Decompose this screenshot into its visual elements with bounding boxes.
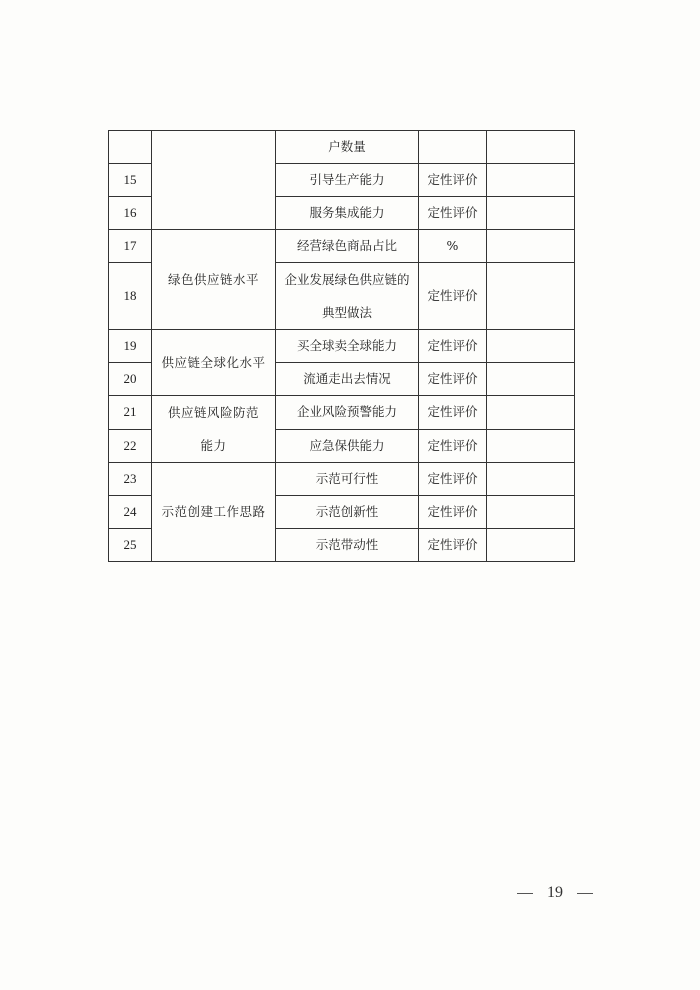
indicator-cell: 户数量: [276, 131, 419, 164]
value-cell: [487, 197, 575, 230]
group-demo-work-approach: 示范创建工作思路: [152, 463, 276, 562]
unit-cell: 定性评价: [419, 429, 487, 463]
value-cell: [487, 230, 575, 263]
unit-cell: 定性评价: [419, 396, 487, 430]
row-number: 17: [109, 230, 152, 263]
row-number: 24: [109, 496, 152, 529]
indicator-cell: 经营绿色商品占比: [276, 230, 419, 263]
indicator-cell: 示范创新性: [276, 496, 419, 529]
indicator-cell: 示范可行性: [276, 463, 419, 496]
row-number: 22: [109, 429, 152, 463]
value-cell: [487, 363, 575, 396]
indicator-line-2: 典型做法: [321, 305, 372, 320]
indicator-cell: 应急保供能力: [276, 429, 419, 463]
dash-right: [577, 893, 593, 894]
group-cell-continued: [152, 131, 276, 230]
value-cell: [487, 463, 575, 496]
page-number: 19: [547, 884, 563, 901]
value-cell: [487, 429, 575, 463]
row-number: 20: [109, 363, 152, 396]
table-row: [109, 330, 575, 363]
indicator-cell: 服务集成能力: [276, 197, 419, 230]
row-number: [109, 131, 152, 164]
unit-cell: 定性评价: [419, 197, 487, 230]
row-number: 23: [109, 463, 152, 496]
value-cell: [487, 263, 575, 330]
table-row: [109, 230, 575, 263]
row-number: 21: [109, 396, 152, 430]
indicator-cell: 流通走出去情况: [276, 363, 419, 396]
group-risk-prevention: [152, 396, 276, 463]
unit-cell: 定性评价: [419, 463, 487, 496]
indicator-line-1: 企业发展绿色供应链的: [284, 272, 410, 287]
row-number: 15: [109, 164, 152, 197]
value-cell: [487, 496, 575, 529]
group-globalization: 供应链全球化水平: [152, 330, 276, 396]
row-number: 18: [109, 263, 152, 330]
indicator-cell: 企业风险预警能力: [276, 396, 419, 430]
group-line-2: 能力: [200, 438, 227, 453]
row-number: 19: [109, 330, 152, 363]
indicator-cell: 引导生产能力: [276, 164, 419, 197]
group-green-supply-chain: 绿色供应链水平: [152, 230, 276, 330]
evaluation-indicator-table: [108, 130, 575, 562]
table-row: [109, 396, 575, 430]
indicator-cell: 买全球卖全球能力: [276, 330, 419, 363]
value-cell: [487, 164, 575, 197]
unit-cell: %: [419, 230, 487, 263]
value-cell: [487, 529, 575, 562]
value-cell: [487, 131, 575, 164]
row-number: 25: [109, 529, 152, 562]
page-footer: [517, 884, 593, 902]
unit-cell: 定性评价: [419, 263, 487, 330]
table-row: [109, 131, 575, 164]
unit-cell: 定性评价: [419, 330, 487, 363]
unit-cell: 定性评价: [419, 363, 487, 396]
unit-cell: 定性评价: [419, 164, 487, 197]
value-cell: [487, 330, 575, 363]
unit-cell: 定性评价: [419, 496, 487, 529]
dash-left: [517, 893, 533, 894]
unit-cell: [419, 131, 487, 164]
row-number: 16: [109, 197, 152, 230]
unit-cell: 定性评价: [419, 529, 487, 562]
group-line-1: 供应链风险防范: [167, 405, 259, 420]
table-row: [109, 463, 575, 496]
indicator-cell: 示范带动性: [276, 529, 419, 562]
indicator-cell-wrapped: [276, 263, 419, 330]
value-cell: [487, 396, 575, 430]
